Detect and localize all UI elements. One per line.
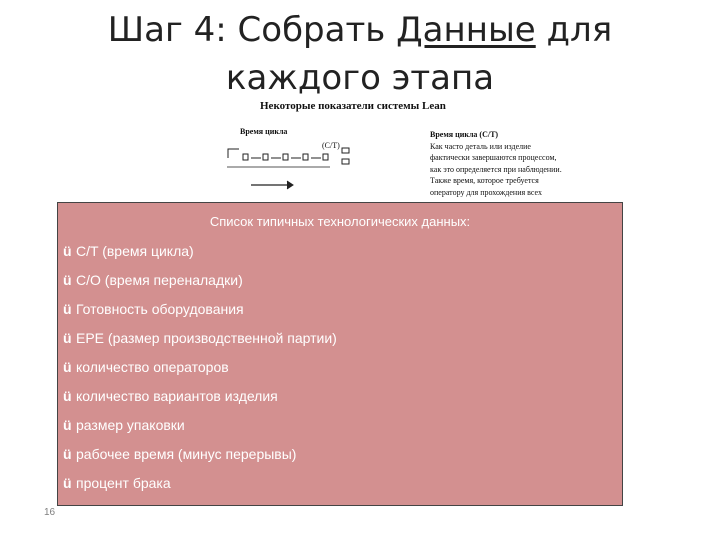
list-item-text: Готовность оборудования [76,301,244,317]
list-item-text: количество вариантов изделия [76,388,278,404]
list-item [63,444,337,473]
check-icon: ü [63,388,72,404]
definition-line: фактически завершаются процессом, [430,153,557,162]
list-item-text: количество операторов [76,359,229,375]
list-item [63,473,337,502]
list-item [63,270,337,299]
check-icon: ü [63,475,72,491]
list-item-text: размер упаковки [76,417,185,433]
list-item [63,328,337,357]
definition-line: Как часто деталь или изделие [430,141,531,151]
check-icon: ü [63,417,72,433]
list-item-text: EPE (размер производственной партии) [76,330,337,346]
list-item-text: C/T (время цикла) [76,243,194,259]
definition-line: Также время, которое требуется [430,176,539,185]
definition-heading: Время цикла (С/Т) [430,130,499,139]
list-item [63,299,337,328]
list-item-text: рабочее время (минус перерывы) [76,446,297,462]
title-part-2: для каждого этапа [225,10,613,98]
check-icon: ü [63,301,72,317]
figure-title: Некоторые показатели системы Lean [260,100,446,112]
check-icon: ü [63,272,72,288]
definition-line: оператору для прохождения всех [430,187,542,197]
slide-title [40,6,680,102]
list-item-text: C/O (время переналадки) [76,272,243,288]
check-icon: ü [63,330,72,346]
title-underlined-word: Данные [396,10,536,50]
part-flow-diagram [225,145,365,195]
list-header: Список типичных технологических данных: [209,214,471,229]
ct-marker: (С/Т) [322,141,340,150]
typical-data-list-box [57,202,623,506]
list-item [63,241,337,270]
list-item [63,415,337,444]
page-number: 16 [44,507,56,518]
check-icon: ü [63,359,72,375]
title-part-1: Шаг 4: Собрать [107,10,397,50]
list-item [63,357,337,386]
definition-line: как это определяется при наблюдении. [430,164,562,174]
lean-metrics-figure [225,100,625,210]
cycle-time-label: Время цикла [240,127,288,136]
check-icon: ü [63,243,72,259]
cycle-time-definition [430,129,620,198]
list-item-text: процент брака [76,475,171,491]
list-item [63,386,337,415]
check-icon: ü [63,446,72,462]
data-list [63,241,337,502]
